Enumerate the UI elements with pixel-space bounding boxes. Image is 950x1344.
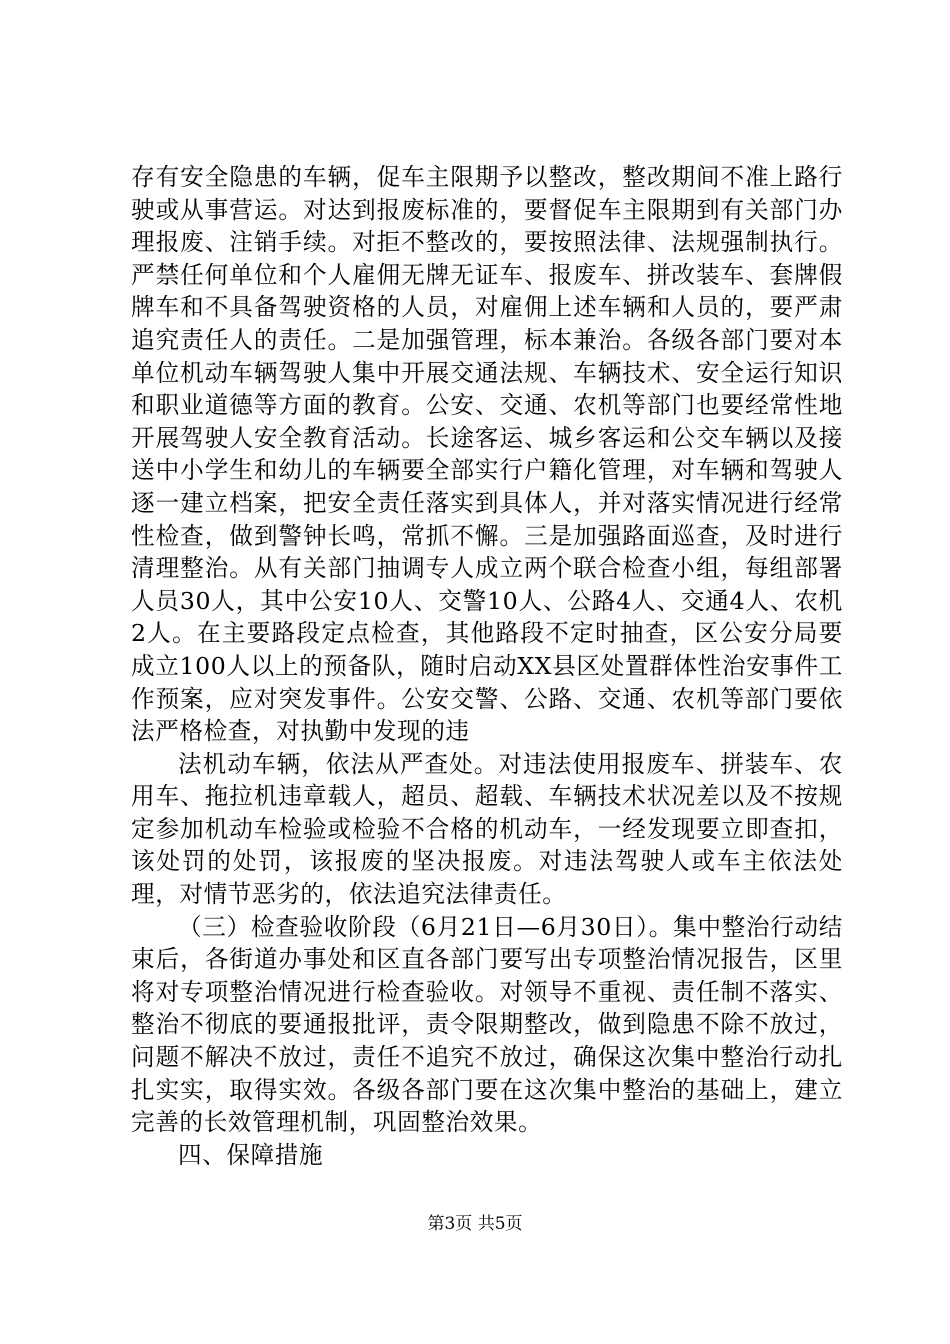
paragraph-illegal-vehicles: 法机动车辆，依法从严查处。对违法使用报废车、拼装车、农用车、拖拉机违章载人，超员、超载、车辆技术状况差以及不按规定参加机动车检验或检验不合格的机动车，一经发现要立即查扣，该处罚的处罚，该报废的坚决报废。对违法驾驶人或车主依法处理，对情节恶劣的，依法追究法律责任。 bbox=[131, 749, 843, 909]
paragraph-vehicle-rectification: 存有安全隐患的车辆，促车主限期予以整改，整改期间不准上路行驶或从事营运。对达到报废标准的，要督促车主限期到有关部门办理报废、注销手续。对拒不整改的，要按照法律、法规强制执行。严禁任何单位和个人雇佣无牌无证车、报废车、拼改装车、套牌假牌车和不具备驾驶资格的人员，对雇佣上述车辆和人员的，要严肃追究责任人的责任。二是加强管理，标本兼治。各级各部门要对本单位机动车辆驾驶人集中开展交通法规、车辆技术、安全运行知识和职业道德等方面的教育。公安、交通、农机等部门也要经常性地开展驾驶人安全教育活动。长途客运、城乡客运和公交车辆以及接送中小学生和幼儿的车辆要全部实行户籍化管理，对车辆和驾驶人逐一建立档案，把安全责任落实到具体人，并对落实情况进行经常性检查，做到警钟长鸣，常抓不懈。三是加强路面巡查，及时进行清理整治。从有关部门抽调专人成立两个联合检查小组，每组部署人员30人，其中公安10人、交警10人、公路4人、交通4人、农机2人。在主要路段定点检查，其他路段不定时抽查，区公安分局要成立100人以上的预备队，随时启动XX县区处置群体性治安事件工作预案，应对突发事件。公安交警、公路、交通、农机等部门要依法严格检查，对执勤中发现的违 bbox=[131, 163, 843, 746]
page-number-footer: 第3页 共5页 bbox=[427, 1214, 523, 1234]
document-body bbox=[131, 161, 843, 1171]
section-heading-safeguards: 四、保障措施 bbox=[178, 1140, 324, 1169]
paragraph-inspection-acceptance: （三）检查验收阶段（6月21日—6月30日）。集中整治行动结束后，各街道办事处和区直各部门要写出专项整治情况报告，区里将对专项整治情况进行检查验收。对领导不重视、责任制不落实、整治不彻底的要通报批评，责令限期整改，做到隐患不除不放过，问题不解决不放过，责任不追究不放过，确保这次集中整治行动扎扎实实，取得实效。各级各部门要在这次集中整治的基础上，建立完善的长效管理机制，巩固整治效果。 bbox=[131, 912, 843, 1137]
